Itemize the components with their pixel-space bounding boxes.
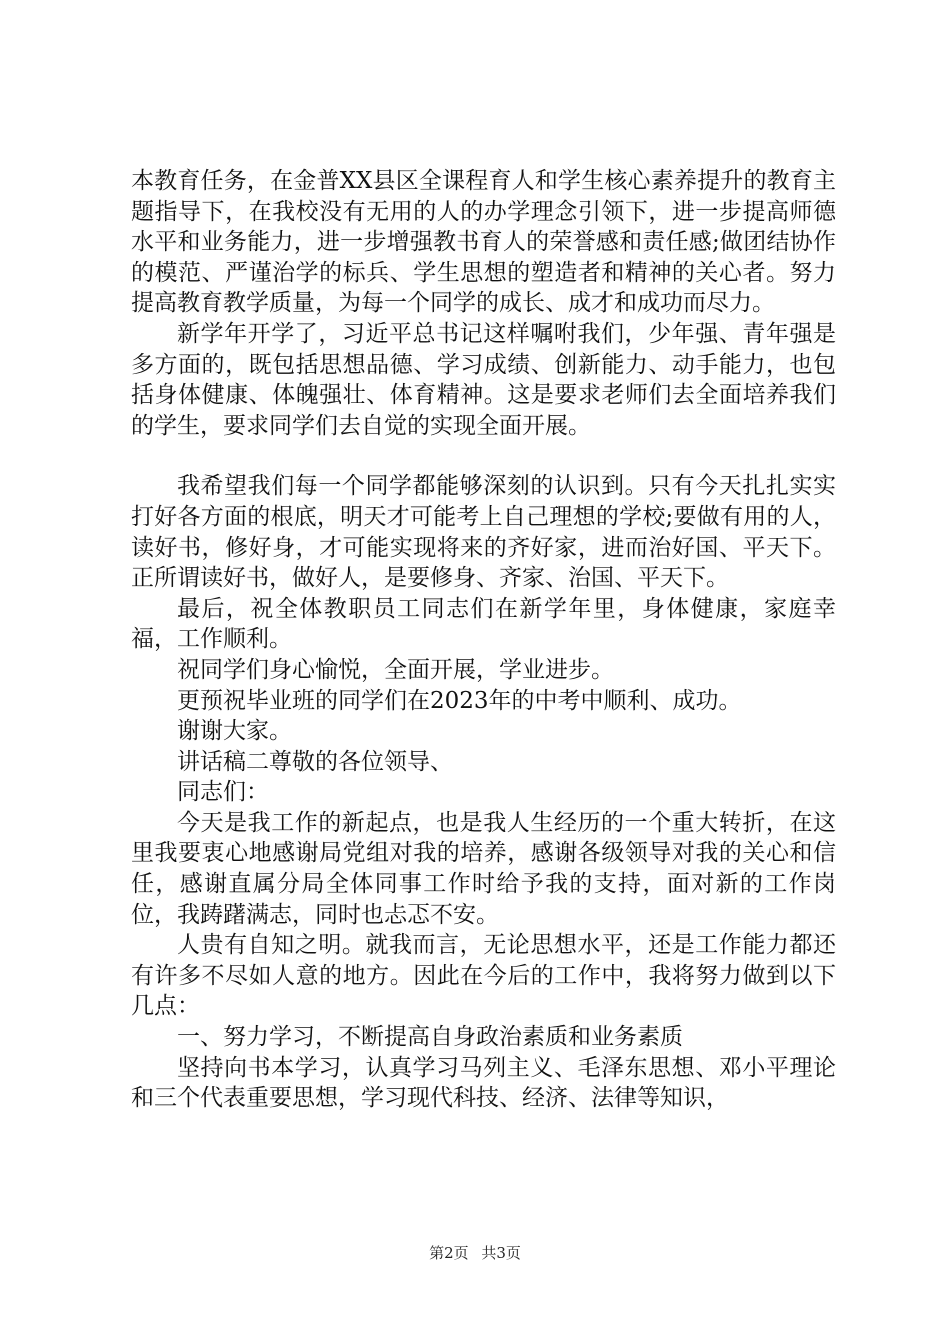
paragraph: 一、努力学习，不断提高自身政治素质和业务素质 [177,1024,683,1051]
paragraph: 今天是我工作的新起点，也是我人生经历的一个重大转折，在这里我要衷心地感谢局党组对我的培养，感谢各级领导对我的关心和信任，感谢直属分局全体同事工作时给予我的支持，面对新的工作岗位，我踌躇满志，同时也忐忑不安。 [131,809,836,928]
paragraph-gap [131,441,836,471]
paragraph: 新学年开学了，习近平总书记这样嘱咐我们，少年强、青年强是多方面的，既包括思想品德、学习成绩、创新能力、动手能力，也包括身体健康、体魄强壮、体育精神。这是要求老师们去全面培养我们的学生，要求同学们去自觉的实现全面开展。 [131,320,836,439]
page-number: 第2页 [429,1244,469,1262]
paragraph: 谢谢大家。 [177,718,292,745]
document-body [131,166,836,1114]
paragraph: 本教育任务，在金普XX县区全课程育人和学生核心素养提升的教育主题指导下，在我校没有无用的人的办学理念引领下，进一步提高师德水平和业务能力，进一步增强教书育人的荣誉感和责任感;做团结协作的模范、严谨治学的标兵、学生思想的塑造者和精神的关心者。努力提高教育教学质量，为每一个同学的成长、成才和成功而尽力。 [131,168,836,317]
page-total: 共3页 [481,1244,521,1262]
paragraph: 我希望我们每一个同学都能够深刻的认识到。只有今天扎扎实实打好各方面的根底，明天才可能考上自己理想的学校;要做有用的人，读好书，修好身，才可能实现将来的齐好家，进而治好国、平天下。正所谓读好书，做好人，是要修身、齐家、治国、平天下。 [131,473,836,592]
page-footer [0,1242,950,1263]
paragraph: 坚持向书本学习，认真学习马列主义、毛泽东思想、邓小平理论和三个代表重要思想，学习现代科技、经济、法律等知识， [131,1054,836,1112]
paragraph: 同志们： [177,779,269,806]
paragraph: 人贵有自知之明。就我而言，无论思想水平，还是工作能力都还有许多不尽如人意的地方。因此在今后的工作中，我将努力做到以下几点： [131,932,836,1020]
paragraph: 讲话稿二尊敬的各位领导、 [177,748,453,775]
paragraph: 祝同学们身心愉悦，全面开展，学业进步。 [177,656,614,683]
paragraph: 最后，祝全体教职员工同志们在新学年里，身体健康，家庭幸福，工作顺利。 [131,595,836,653]
paragraph: 更预祝毕业班的同学们在2023年的中考中顺利、成功。 [177,687,742,714]
